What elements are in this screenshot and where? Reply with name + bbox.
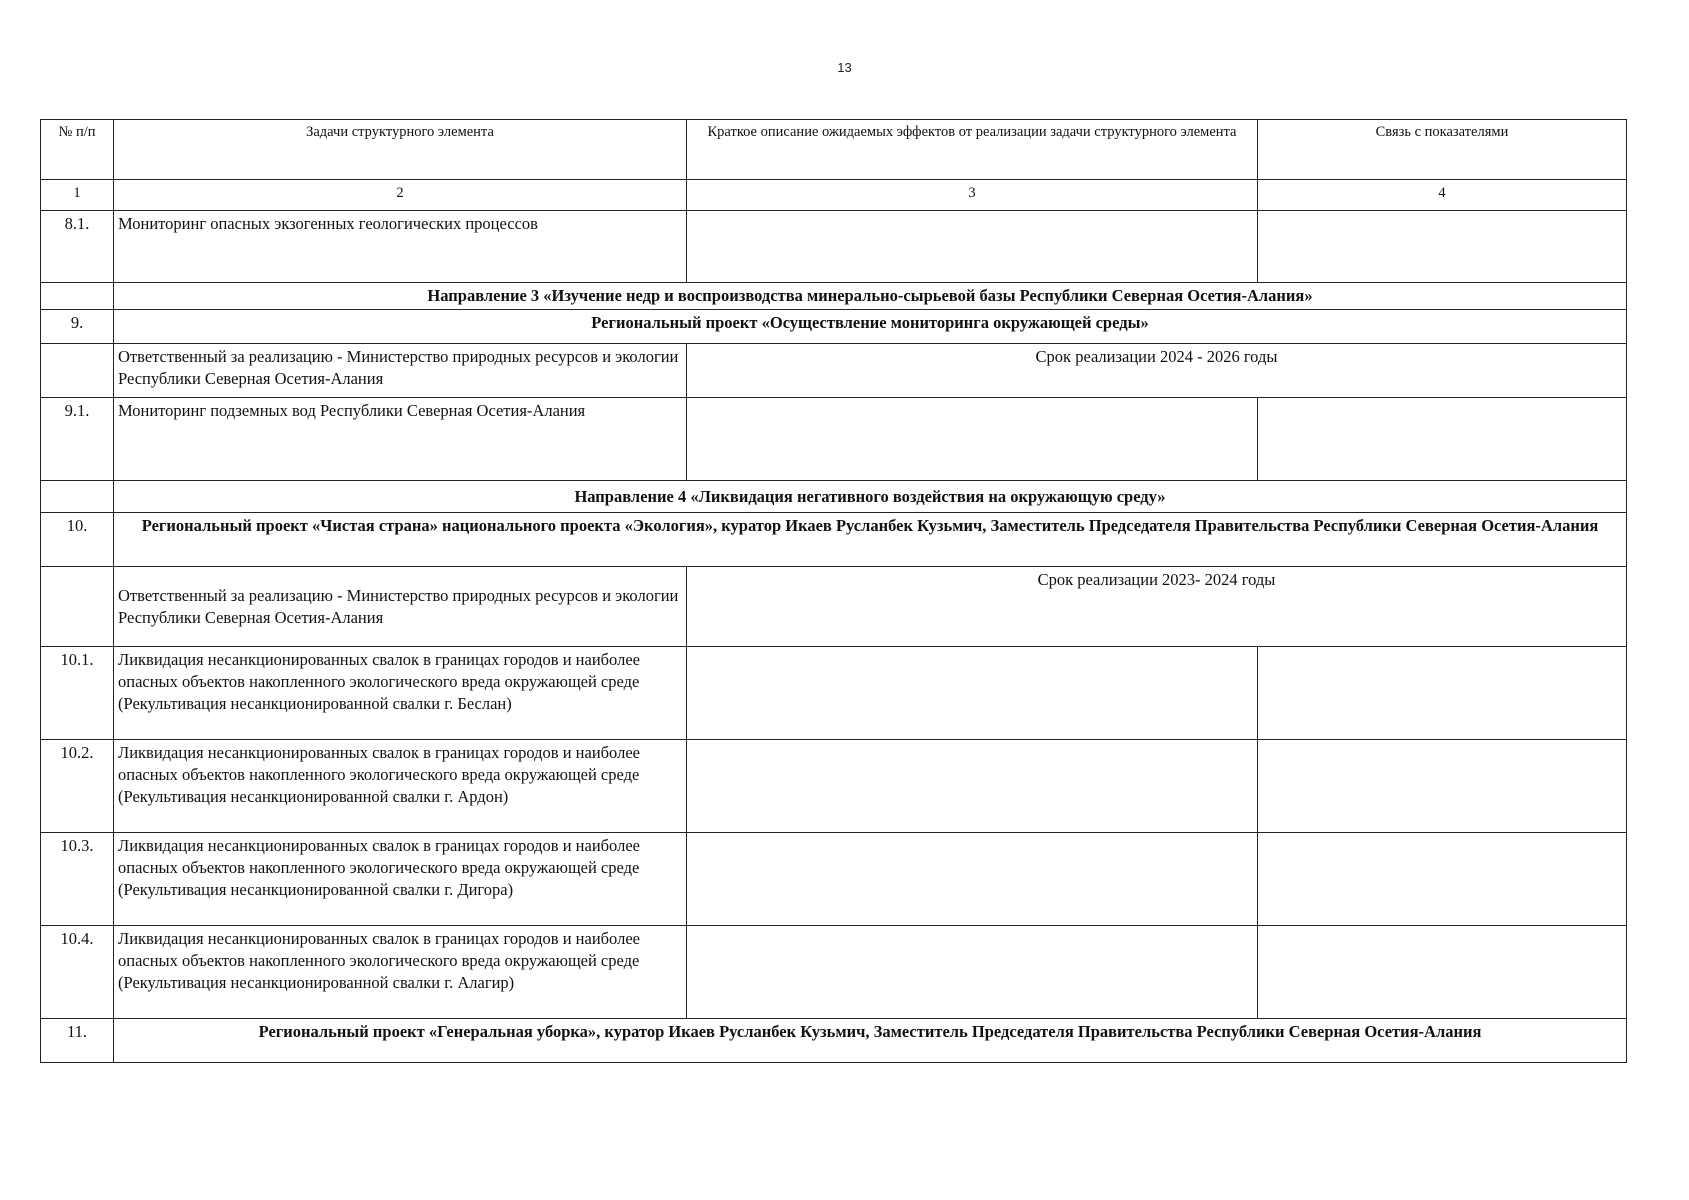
column-number: 4 — [1258, 180, 1627, 211]
indicators-cell — [1258, 740, 1627, 833]
column-number: 3 — [687, 180, 1258, 211]
header-indicators: Связь с показателями — [1258, 120, 1627, 180]
table-row — [41, 926, 1627, 1019]
row-number: 10.2. — [41, 740, 114, 833]
indicators-cell — [1258, 833, 1627, 926]
row-number: 10.4. — [41, 926, 114, 1019]
row-number: 11. — [41, 1019, 114, 1063]
task-text: Ликвидация несанкционированных свалок в границах городов и наиболее опасных объектов накопленного экологического вреда окружающей среде (Рекультивация несанкционированной свалки г. Алагир) — [114, 926, 687, 1019]
table-row — [41, 211, 1627, 283]
header-number: № п/п — [41, 120, 114, 180]
indicators-cell — [1258, 398, 1627, 481]
task-text: Ликвидация несанкционированных свалок в границах городов и наиболее опасных объектов накопленного экологического вреда окружающей среде (Рекультивация несанкционированной свалки г. Дигора) — [114, 833, 687, 926]
task-text: Мониторинг опасных экзогенных геологических процессов — [114, 211, 687, 283]
implementation-term: Срок реализации 2024 - 2026 годы — [687, 344, 1627, 398]
direction-row — [41, 481, 1627, 513]
row-number: 9. — [41, 310, 114, 344]
row-number — [41, 344, 114, 398]
table-row — [41, 647, 1627, 740]
responsible-row — [41, 344, 1627, 398]
table-row — [41, 833, 1627, 926]
row-number — [41, 481, 114, 513]
task-text: Мониторинг подземных вод Республики Северная Осетия-Алания — [114, 398, 687, 481]
column-numbers-row — [41, 180, 1627, 211]
effects-cell — [687, 398, 1258, 481]
header-tasks: Задачи структурного элемента — [114, 120, 687, 180]
responsible-text: Ответственный за реализацию - Министерство природных ресурсов и экологии Республики Северная Осетия-Алания — [114, 567, 687, 647]
table-row — [41, 398, 1627, 481]
row-number — [41, 567, 114, 647]
project-row — [41, 1019, 1627, 1063]
row-number: 8.1. — [41, 211, 114, 283]
task-text: Ликвидация несанкционированных свалок в границах городов и наиболее опасных объектов накопленного экологического вреда окружающей среде (Рекультивация несанкционированной свалки г. Беслан) — [114, 647, 687, 740]
project-title: Региональный проект «Осуществление мониторинга окружающей среды» — [114, 310, 1627, 344]
row-number — [41, 283, 114, 310]
row-number: 9.1. — [41, 398, 114, 481]
responsible-row — [41, 567, 1627, 647]
project-row — [41, 513, 1627, 567]
column-number: 1 — [41, 180, 114, 211]
project-title: Региональный проект «Чистая страна» национального проекта «Экология», куратор Икаев Русланбек Кузьмич, Заместитель Председателя Правительства Республики Северная Осетия-Алания — [114, 513, 1627, 567]
structural-elements-table — [40, 119, 1627, 1063]
indicators-cell — [1258, 926, 1627, 1019]
indicators-cell — [1258, 647, 1627, 740]
header-effects: Краткое описание ожидаемых эффектов от реализации задачи структурного элемента — [687, 120, 1258, 180]
indicators-cell — [1258, 211, 1627, 283]
column-number: 2 — [114, 180, 687, 211]
direction-title: Направление 3 «Изучение недр и воспроизводства минерально-сырьевой базы Республики Северная Осетия-Алания» — [114, 283, 1627, 310]
implementation-term: Срок реализации 2023- 2024 годы — [687, 567, 1627, 647]
project-title: Региональный проект «Генеральная уборка», куратор Икаев Русланбек Кузьмич, Заместитель Председателя Правительства Республики Северная Осетия-Алания — [114, 1019, 1627, 1063]
direction-title: Направление 4 «Ликвидация негативного воздействия на окружающую среду» — [114, 481, 1627, 513]
direction-row — [41, 283, 1627, 310]
row-number: 10.1. — [41, 647, 114, 740]
effects-cell — [687, 211, 1258, 283]
responsible-text: Ответственный за реализацию - Министерство природных ресурсов и экологии Республики Северная Осетия-Алания — [114, 344, 687, 398]
table-row — [41, 740, 1627, 833]
effects-cell — [687, 647, 1258, 740]
effects-cell — [687, 926, 1258, 1019]
effects-cell — [687, 740, 1258, 833]
project-row — [41, 310, 1627, 344]
task-text: Ликвидация несанкционированных свалок в границах городов и наиболее опасных объектов накопленного экологического вреда окружающей среде (Рекультивация несанкционированной свалки г. Ардон) — [114, 740, 687, 833]
row-number: 10. — [41, 513, 114, 567]
row-number: 10.3. — [41, 833, 114, 926]
table-header-row — [41, 120, 1627, 180]
page-number: 13 — [837, 60, 852, 75]
effects-cell — [687, 833, 1258, 926]
